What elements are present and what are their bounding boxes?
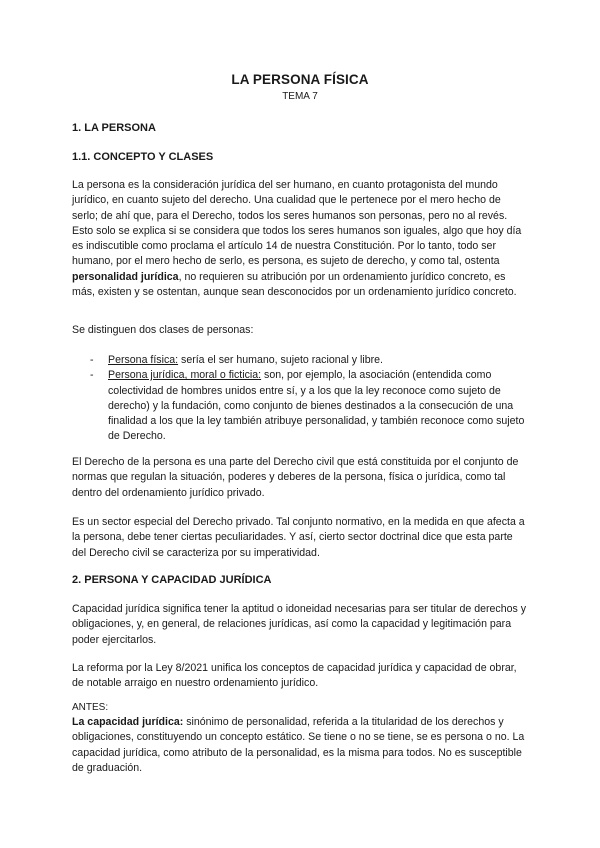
list-item [90,353,528,368]
list-item [90,368,528,444]
paragraph-reforma: La reforma por la Ley 8/2021 unifica los conceptos de capacidad jurídica y capacidad de obrar, de notable arraigo en nuestro ordenamiento jurídico. [72,662,517,690]
heading-1: 1. LA PERSONA [72,122,156,134]
capacidad-juridica-text: sinónimo de personalidad, referida a la titularidad de los derechos y obligaciones, constituyendo un concepto estático. Se tiene o no se tiene, se es persona o no. La capacidad jurídica, como atributo de la personalidad, es la misma para todos. No es susceptible de graduación. [72,716,525,774]
list-dash: - [90,354,94,366]
document-subtitle: TEMA 7 [282,91,318,102]
paragraph-persona [72,178,528,300]
paragraph-persona-text-b: , no requieren su atribución por un ordenamiento jurídico concreto, es más, existen y se ostentan, aunque sean desconocidos por un ordenamiento jurídico concreto. [72,270,517,299]
paragraph-capacidad-juridica [72,715,528,776]
list-item-term: Persona jurídica, moral o ficticia: [108,369,262,382]
paragraph-clases-intro: Se distinguen dos clases de personas: [72,324,254,336]
paragraph-capacidad: Capacidad jurídica significa tener la aptitud o idoneidad necesarias para ser titular de derechos y obligaciones, y, en general, de relaciones jurídicas, así como la capacidad y legitimación para poder ejercitarlos. [72,603,527,646]
paragraph-persona-bold: personalidad jurídica [72,270,179,283]
list-item-text: sería el ser humano, sujeto racional y libre. [178,354,383,366]
capacidad-juridica-bold: La capacidad jurídica: [72,716,184,728]
list-item-term: Persona física: [108,354,179,366]
paragraph-sector-especial: Es un sector especial del Derecho privado. Tal conjunto normativo, en la medida en que afecta a la persona, debe tener ciertas peculiaridades. Y así, cierto sector doctrinal dice que esta parte del Derecho civil se caracteriza por su imperatividad. [72,516,525,559]
paragraph-derecho-persona: El Derecho de la persona es una parte del Derecho civil que está constituida por el conjunto de normas que regulan la situación, poderes y deberes de la persona, física o jurídica, como tal dentro del ordenamiento jurídico privado. [72,456,519,499]
antes-label: ANTES: [72,702,109,713]
document-title: LA PERSONA FÍSICA [231,72,369,87]
heading-1-1: 1.1. CONCEPTO Y CLASES [72,151,214,163]
paragraph-persona-text-a: La persona es la consideración jurídica del ser humano, en cuanto protagonista del mundo jurídico, en cuanto sujeto del derecho. Una cualidad que le pertenece por el mero hecho de serlo; de ahí que, para el Derecho, todos los seres humanos son personas, pero no al revés. Esto solo se explica si se considera que todos los seres humanos son iguales, algo que hoy día es indiscutible como proclama el artículo 14 de nuestra Constitución. Por lo tanto, todo ser humano, por el mero hecho de serlo, es persona, es sujeto de derecho, y como tal, ostenta [72,179,522,268]
clases-list [90,353,528,445]
list-item-text: son, por ejemplo, la asociación (entendida como colectividad de hombres unidos entre sí, y a los que la ley reconoce como sujeto de derecho) y la fundación, como conjunto de bienes destinados a la consecución de una finalidad a los que la ley también atribuye personalidad, y también reconoce como sujeto de Derecho. [108,369,525,443]
list-dash: - [90,369,94,382]
heading-2: 2. PERSONA Y CAPACIDAD JURÍDICA [72,574,272,586]
